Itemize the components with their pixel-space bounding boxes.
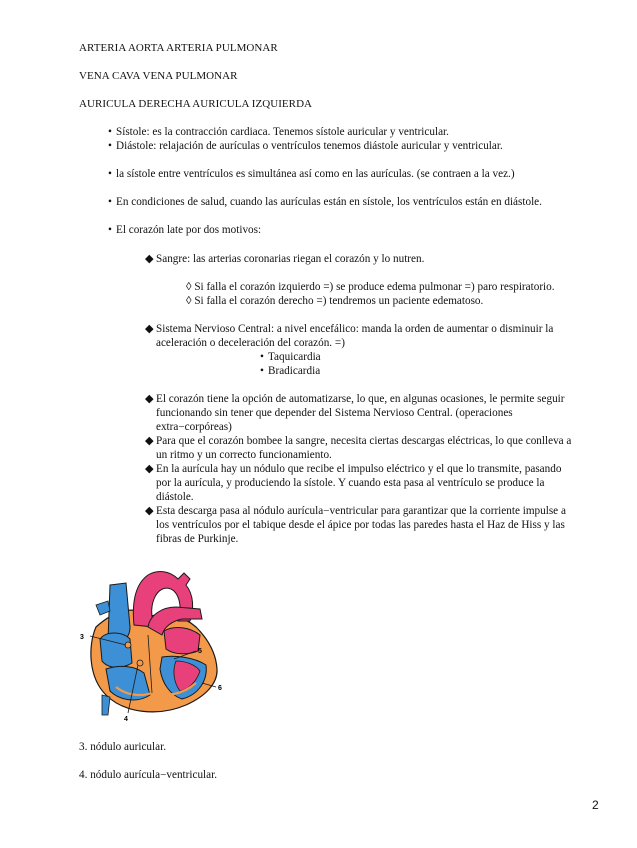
- caption-nodulo-av: 4. nódulo aurícula−ventricular.: [79, 769, 218, 781]
- small-vessels: [96, 601, 110, 615]
- bullet-text: Sistema Nervioso Central: a nivel encefálico: manda la orden de aumentar o disminuir la: [156, 323, 554, 335]
- paragraph-line: En la aurícula hay un nódulo que recibe el impulso eléctrico y el que lo transmite, pasando: [156, 463, 562, 475]
- bullet-snc-cont: aceleración o deceleración del corazón. =): [156, 337, 345, 349]
- heading-arterias: ARTERIA AORTA ARTERIA PULMONAR: [79, 42, 278, 54]
- paragraph-line: funcionando sin tener que depender del Sistema Nervioso Central. (operaciones: [156, 407, 513, 419]
- bullet-motivos: [108, 223, 261, 237]
- item-text: Taquicardia: [268, 351, 321, 363]
- diamond-bullet-icon: ◆: [145, 505, 154, 517]
- paragraph-line: extra−corpóreas): [156, 421, 232, 433]
- heading-venas: VENA CAVA VENA PULMONAR: [79, 70, 238, 82]
- diamond-bullet-icon: ◆: [145, 253, 154, 265]
- bullet-text: En condiciones de salud, cuando las aurículas están en sístole, los ventrículos están en diástole.: [116, 196, 542, 208]
- bullet-glyph: •: [108, 168, 112, 180]
- paragraph-line: Esta descarga pasa al nódulo aurícula−ventricular para garantizar que la corriente impulse a: [156, 505, 566, 517]
- paragraph-line: Para que el corazón bombee la sangre, necesita ciertas descargas eléctricas, lo que conlleva a: [156, 435, 572, 447]
- diamond-bullet-icon: ◆: [145, 393, 154, 405]
- item-bradicardia: [260, 364, 320, 378]
- diamond-bullet-icon: ◆: [145, 463, 154, 475]
- caption-nodulo-auricular: 3. nódulo auricular.: [79, 741, 166, 753]
- paragraph-nodulo: [145, 462, 561, 476]
- heart-diagram: [78, 565, 243, 725]
- paragraph-descarga: [145, 504, 566, 518]
- label-3: 3: [80, 634, 84, 641]
- paragraph-line: diástole.: [156, 491, 194, 503]
- bullet-text: Diástole: relajación de aurículas o ventrículos tenemos diástole auricular y ventricular.: [116, 140, 503, 152]
- bullet-diastole: [108, 139, 503, 153]
- bullet-simultanea: [108, 167, 515, 181]
- paragraph-line: un ritmo y un correcto funcionamiento.: [156, 449, 332, 461]
- paragraph-line: por la aurícula, y produciendo la sístole. Y cuando esta pasa al ventrículo se produce la: [156, 477, 545, 489]
- bullet-text: Sangre: las arterias coronarias riegan el corazón y lo nutren.: [156, 253, 425, 265]
- heart-illustration: [91, 572, 217, 715]
- label-5: 5: [198, 648, 202, 655]
- inferior-vena-cava: [102, 695, 110, 715]
- bullet-text: Sístole: es la contracción cardiaca. Tenemos sístole auricular y ventricular.: [116, 126, 449, 138]
- bullet-snc: [145, 322, 553, 336]
- paragraph-line: El corazón tiene la opción de automatizarse, lo que, en algunas ocasiones, le permite seguir: [156, 393, 565, 405]
- heading-auriculas: AURICULA DERECHA AURICULA IZQUIERDA: [79, 98, 313, 110]
- bullet-glyph: •: [108, 196, 112, 208]
- label-4: 4: [124, 716, 128, 723]
- bullet-glyph: •: [108, 140, 112, 152]
- item-text: Bradicardia: [268, 365, 321, 377]
- bullet-text: la sístole entre ventrículos es simultánea así como en las aurículas. (se contraen a la vez.): [116, 168, 515, 180]
- sub-item-text: Si falla el corazón derecho =) tendremos un paciente edematoso.: [194, 295, 484, 307]
- diamond-outline-icon: ◊: [186, 295, 192, 307]
- right-atrium: [100, 633, 132, 667]
- diamond-outline-icon: ◊: [186, 281, 192, 293]
- paragraph-automatizarse: [145, 392, 565, 406]
- paragraph-bombee: [145, 434, 571, 448]
- bullet-glyph: •: [260, 365, 264, 377]
- page-number: 2: [592, 798, 599, 812]
- paragraph-line: fibras de Purkinje.: [156, 533, 239, 545]
- item-taquicardia: [260, 350, 321, 364]
- sub-item-izquierdo: [186, 280, 555, 294]
- sub-item-text: Si falla el corazón izquierdo =) se produce edema pulmonar =) paro respiratorio.: [194, 281, 555, 293]
- bullet-glyph: •: [108, 126, 112, 138]
- bullet-glyph: •: [260, 351, 264, 363]
- bullet-glyph: •: [108, 224, 112, 236]
- left-atrium: [164, 628, 200, 654]
- label-6: 6: [218, 685, 222, 692]
- diamond-bullet-icon: ◆: [145, 323, 154, 335]
- bullet-text: El corazón late por dos motivos:: [116, 224, 262, 236]
- diamond-bullet-icon: ◆: [145, 435, 154, 447]
- sub-item-derecho: [186, 294, 483, 308]
- bullet-sistole: [108, 125, 449, 139]
- bullet-condiciones: [108, 195, 542, 209]
- bullet-sangre: [145, 252, 424, 266]
- paragraph-line: los ventrículos por el tabique desde el ápice por todas las paredes hasta el Haz de Hiss y las: [156, 519, 565, 531]
